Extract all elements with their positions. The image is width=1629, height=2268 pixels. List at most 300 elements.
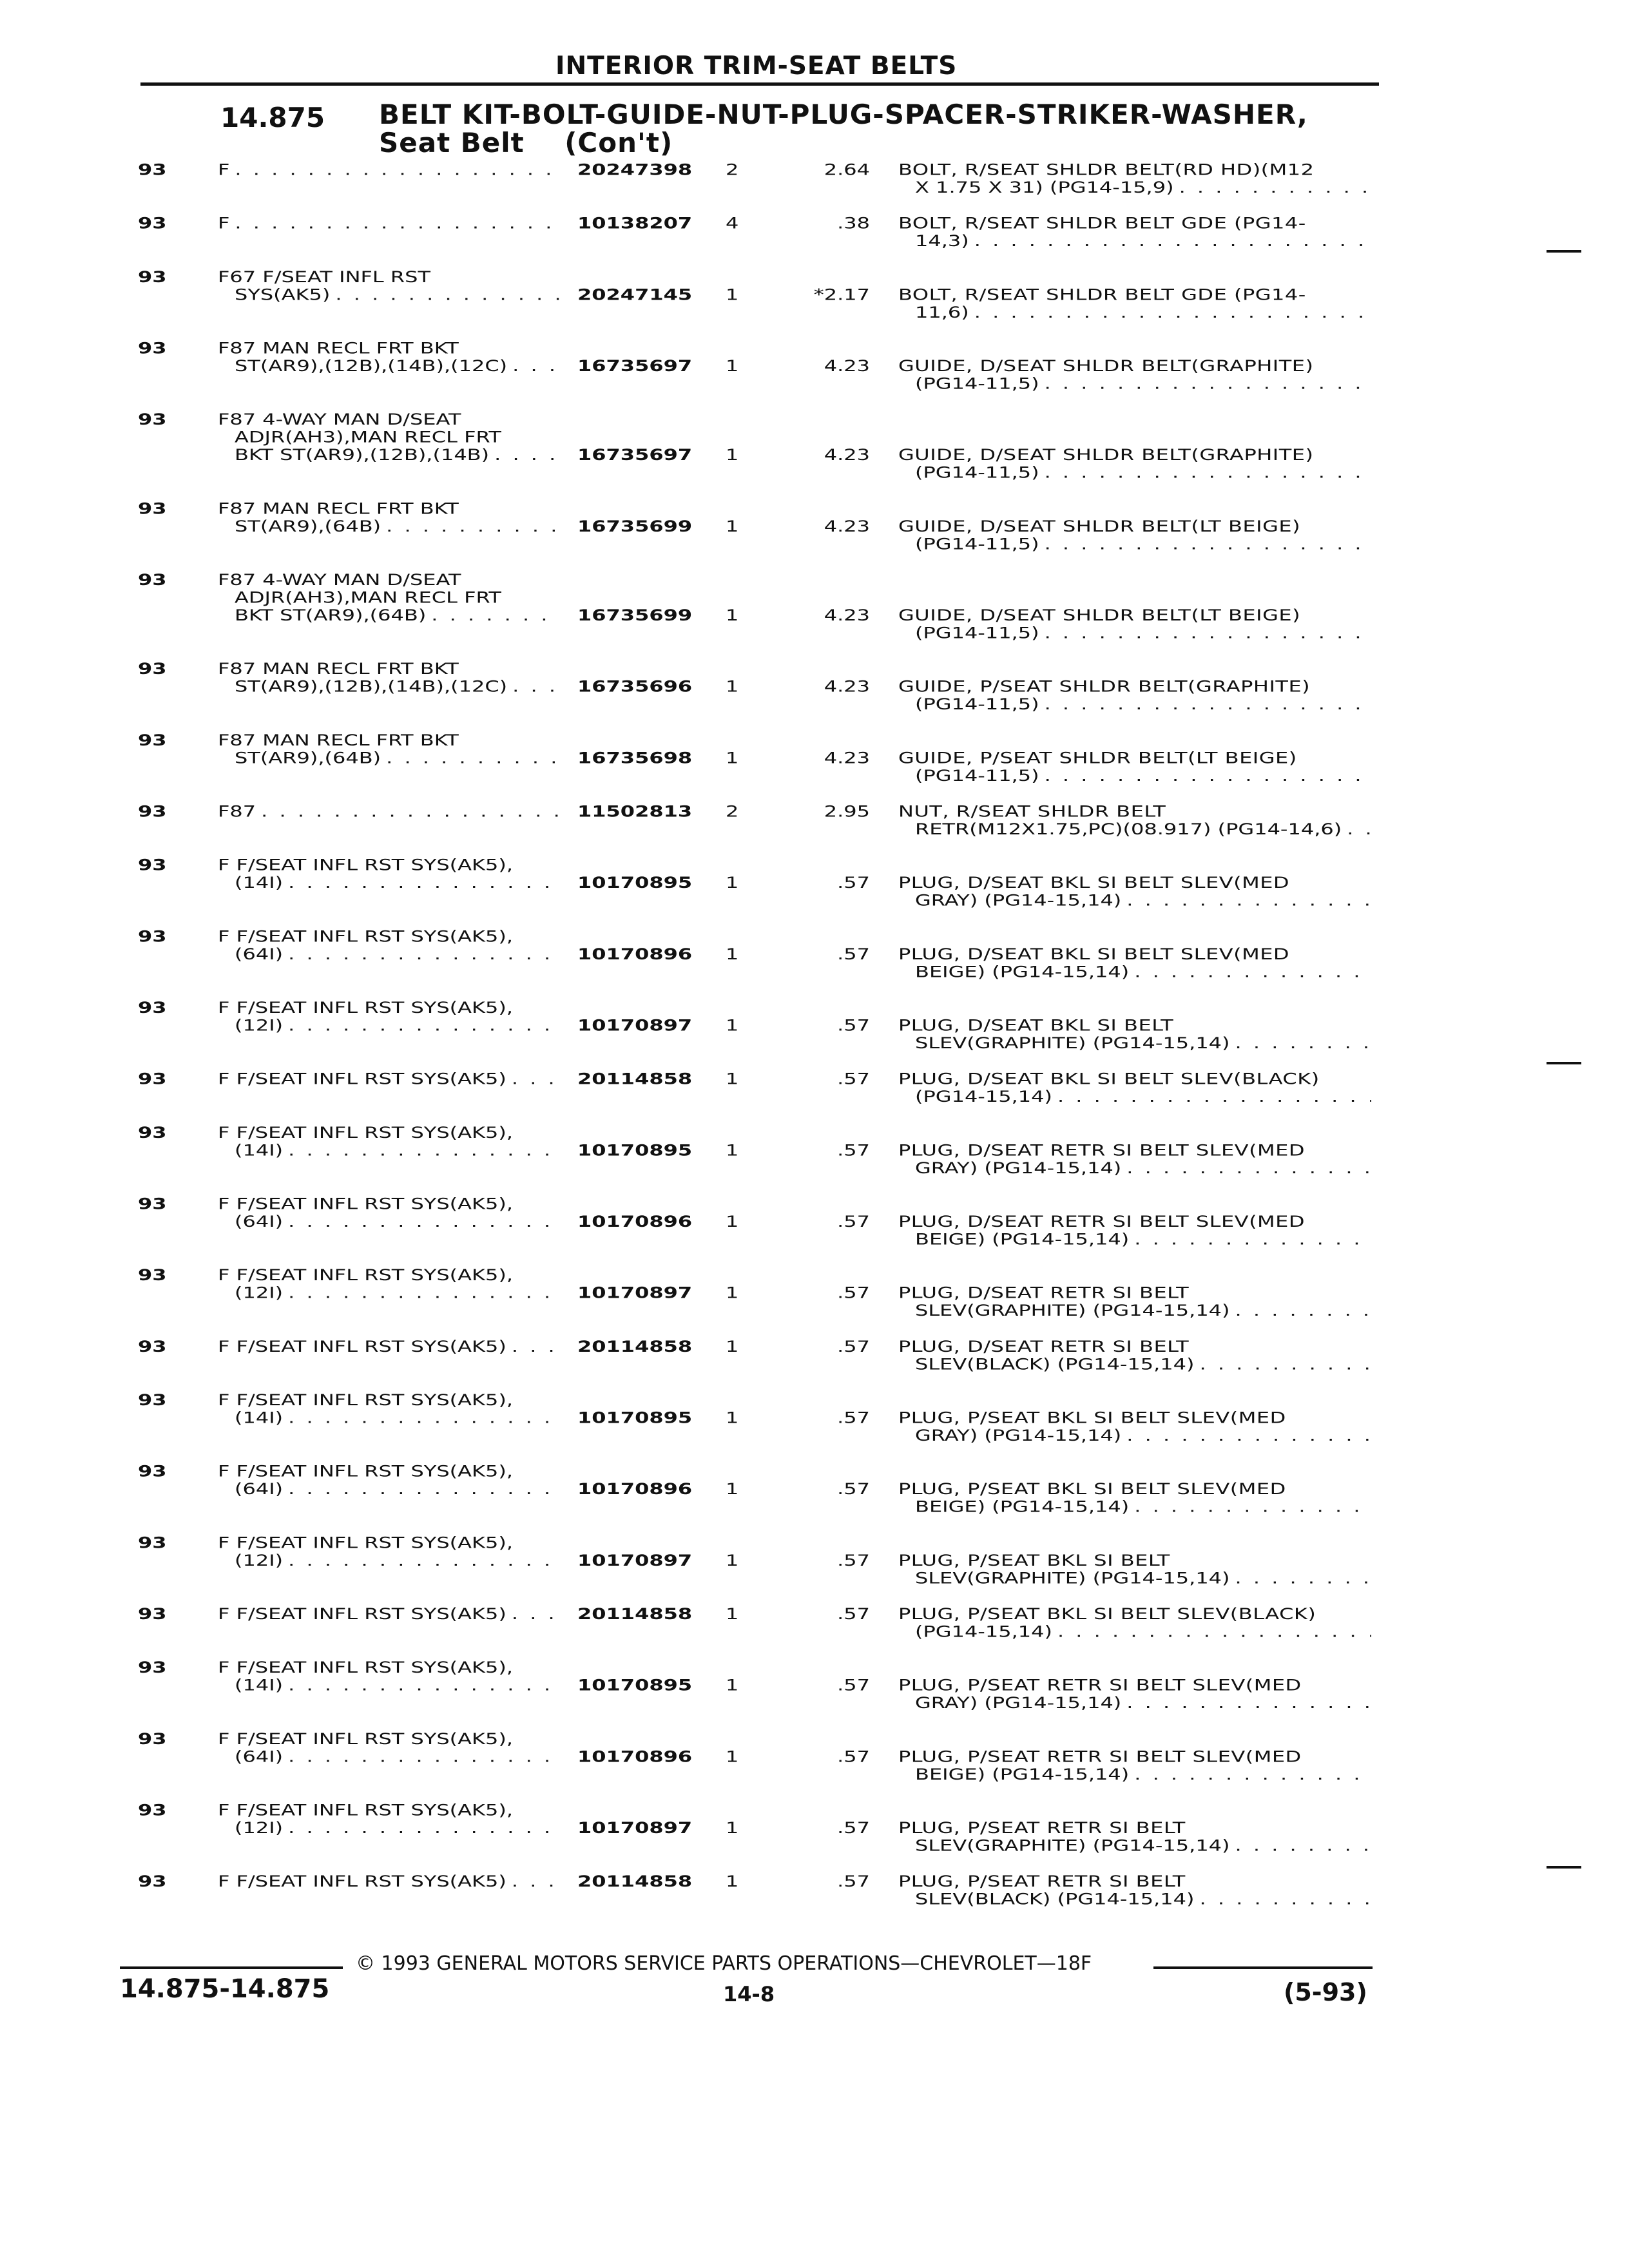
application-description bbox=[218, 1605, 566, 1622]
description-line: F87 MAN RECL FRT BKT bbox=[218, 499, 459, 518]
price: .57 bbox=[837, 1551, 870, 1570]
dot-leader bbox=[235, 161, 561, 178]
part-name-line: PLUG, P/SEAT RETR SI BELT SLEV(MED bbox=[898, 1676, 1302, 1695]
model-year: 93 bbox=[138, 927, 167, 946]
application-description bbox=[218, 856, 566, 892]
table-row bbox=[0, 1659, 1629, 1712]
application-description bbox=[218, 1873, 566, 1890]
dot-leader bbox=[288, 874, 561, 892]
table-row bbox=[0, 731, 1629, 784]
quantity: 1 bbox=[726, 677, 739, 696]
quantity: 1 bbox=[726, 356, 739, 375]
part-name-line: RETR(M12X1.75,PC)(08.917) (PG14-14,6) bbox=[915, 820, 1342, 838]
application-description bbox=[218, 1070, 566, 1088]
model-year: 93 bbox=[138, 1390, 167, 1409]
part-name-line: PLUG, P/SEAT RETR SI BELT bbox=[898, 1818, 1186, 1837]
application-description bbox=[218, 660, 566, 696]
part-name bbox=[898, 1677, 1376, 1712]
price: 4.23 bbox=[824, 445, 870, 465]
dot-leader bbox=[1200, 1890, 1372, 1908]
dot-leader bbox=[512, 1338, 561, 1355]
part-name bbox=[898, 358, 1376, 393]
part-name bbox=[898, 749, 1376, 785]
description-line: F F/SEAT INFL RST SYS(AK5), bbox=[218, 856, 514, 874]
part-name-line: GUIDE, D/SEAT SHLDR BELT(LT BEIGE) bbox=[898, 517, 1301, 535]
price: .57 bbox=[837, 1283, 870, 1302]
part-name bbox=[898, 678, 1376, 713]
margin-mark bbox=[1547, 1062, 1581, 1064]
dot-leader bbox=[1134, 1231, 1371, 1248]
part-number: 10170897 bbox=[577, 1016, 693, 1035]
part-number: 16735699 bbox=[577, 606, 693, 624]
application-description bbox=[218, 731, 566, 767]
description-line: F F/SEAT INFL RST SYS(AK5), bbox=[218, 998, 514, 1017]
table-row bbox=[0, 660, 1629, 713]
application-description bbox=[218, 1267, 566, 1302]
description-line: F87 MAN RECL FRT BKT bbox=[218, 731, 459, 749]
footer-revision-date: (5-93) bbox=[1284, 1978, 1367, 2006]
model-year: 93 bbox=[138, 659, 167, 678]
dot-leader bbox=[512, 678, 561, 695]
model-year: 93 bbox=[138, 1801, 167, 1820]
dot-leader bbox=[974, 303, 1371, 321]
description-line: (14I) bbox=[235, 1676, 284, 1695]
description-line: ST(AR9),(64B) bbox=[235, 517, 381, 535]
application-description bbox=[218, 500, 566, 535]
part-name bbox=[898, 215, 1376, 250]
description-line: (64I) bbox=[235, 945, 284, 963]
description-line: (12I) bbox=[235, 1551, 284, 1570]
quantity: 1 bbox=[726, 1212, 739, 1231]
description-line: F F/SEAT INFL RST SYS(AK5) bbox=[218, 1070, 506, 1088]
dot-leader bbox=[261, 803, 561, 820]
dot-leader bbox=[494, 447, 561, 464]
section-title-line-1: BELT KIT-BOLT-GUIDE-NUT-PLUG-SPACER-STRIKER-WASHER, bbox=[379, 99, 1308, 130]
quantity: 1 bbox=[726, 1070, 739, 1088]
part-name-line: GUIDE, P/SEAT SHLDR BELT(LT BEIGE) bbox=[898, 749, 1297, 767]
dot-leader bbox=[1134, 1498, 1371, 1515]
section-number: 14.875 bbox=[220, 102, 325, 133]
dot-leader bbox=[1057, 1088, 1371, 1106]
part-name-line: NUT, R/SEAT SHLDR BELT bbox=[898, 802, 1166, 821]
dot-leader bbox=[288, 1284, 561, 1302]
part-name bbox=[898, 161, 1376, 197]
part-name-line: (PG14-15,14) bbox=[915, 1622, 1052, 1641]
model-year: 93 bbox=[138, 802, 167, 821]
part-number: 10170897 bbox=[577, 1818, 693, 1837]
price: .57 bbox=[837, 1479, 870, 1499]
quantity: 1 bbox=[726, 1872, 739, 1891]
quantity: 1 bbox=[726, 1408, 739, 1427]
application-description bbox=[218, 803, 566, 820]
table-row bbox=[0, 1338, 1629, 1373]
model-year: 93 bbox=[138, 1070, 167, 1088]
part-number: 16735696 bbox=[577, 677, 693, 696]
price: .57 bbox=[837, 1212, 870, 1231]
model-year: 93 bbox=[138, 998, 167, 1017]
description-line: F F/SEAT INFL RST SYS(AK5), bbox=[218, 1533, 514, 1552]
quantity: 1 bbox=[726, 285, 739, 304]
dot-leader bbox=[288, 1017, 561, 1034]
part-name-line: BOLT, R/SEAT SHLDR BELT(RD HD)(M12 bbox=[898, 160, 1315, 179]
table-row bbox=[0, 1605, 1629, 1640]
model-year: 93 bbox=[138, 160, 167, 179]
description-line: F bbox=[218, 160, 230, 179]
part-name bbox=[898, 874, 1376, 910]
application-description bbox=[218, 571, 566, 624]
model-year: 93 bbox=[138, 570, 167, 589]
description-line: F87 4-WAY MAN D/SEAT bbox=[218, 410, 461, 429]
description-line: F F/SEAT INFL RST SYS(AK5), bbox=[218, 1195, 514, 1213]
part-name-line: SLEV(BLACK) (PG14-15,14) bbox=[915, 1890, 1195, 1908]
part-name-line: GRAY) (PG14-15,14) bbox=[915, 1158, 1122, 1177]
table-row bbox=[0, 268, 1629, 321]
price: *2.17 bbox=[813, 285, 870, 304]
description-line: (14I) bbox=[235, 1408, 284, 1427]
part-name-line: SLEV(GRAPHITE) (PG14-15,14) bbox=[915, 1836, 1230, 1855]
dot-leader bbox=[1045, 375, 1371, 392]
table-row bbox=[0, 340, 1629, 392]
part-name-line: PLUG, D/SEAT BKL SI BELT SLEV(MED bbox=[898, 873, 1290, 892]
table-row bbox=[0, 803, 1629, 838]
part-name-line: X 1.75 X 31) (PG14-15,9) bbox=[915, 178, 1174, 197]
part-name-line: (PG14-11,5) bbox=[915, 463, 1039, 482]
description-line: F F/SEAT INFL RST SYS(AK5), bbox=[218, 1390, 514, 1409]
footer-section-range: 14.875-14.875 bbox=[120, 1974, 330, 2004]
dot-leader bbox=[1045, 464, 1371, 481]
part-name bbox=[898, 1552, 1376, 1587]
description-line: SYS(AK5) bbox=[235, 285, 331, 304]
dot-leader bbox=[1179, 178, 1371, 196]
description-line: F87 4-WAY MAN D/SEAT bbox=[218, 570, 461, 589]
part-name-line: (PG14-11,5) bbox=[915, 624, 1039, 642]
quantity: 1 bbox=[726, 749, 739, 767]
part-name bbox=[898, 1873, 1376, 1908]
table-row bbox=[0, 161, 1629, 197]
dot-leader bbox=[1134, 963, 1371, 981]
part-number: 10170896 bbox=[577, 945, 693, 963]
quantity: 1 bbox=[726, 1818, 739, 1837]
dot-leader bbox=[1057, 1623, 1371, 1640]
dot-leader bbox=[288, 1677, 561, 1694]
quantity: 1 bbox=[726, 445, 739, 465]
part-name-line: SLEV(GRAPHITE) (PG14-15,14) bbox=[915, 1301, 1230, 1320]
part-number: 16735698 bbox=[577, 749, 693, 767]
table-row bbox=[0, 1730, 1629, 1783]
description-line: F F/SEAT INFL RST SYS(AK5), bbox=[218, 1729, 514, 1748]
table-row bbox=[0, 411, 1629, 482]
part-number: 16735697 bbox=[577, 356, 693, 375]
part-name-line: PLUG, D/SEAT BKL SI BELT bbox=[898, 1016, 1174, 1035]
table-row bbox=[0, 1070, 1629, 1106]
dot-leader bbox=[335, 286, 561, 303]
part-name bbox=[898, 286, 1376, 322]
part-name-line: PLUG, D/SEAT BKL SI BELT SLEV(MED bbox=[898, 945, 1290, 963]
price: 4.23 bbox=[824, 606, 870, 624]
description-line: F F/SEAT INFL RST SYS(AK5), bbox=[218, 1462, 514, 1481]
application-description bbox=[218, 161, 566, 178]
part-name-line: PLUG, P/SEAT BKL SI BELT SLEV(BLACK) bbox=[898, 1604, 1316, 1623]
part-name-line: GUIDE, D/SEAT SHLDR BELT(GRAPHITE) bbox=[898, 445, 1314, 465]
table-row bbox=[0, 1802, 1629, 1854]
page-header-title: INTERIOR TRIM-SEAT BELTS bbox=[555, 52, 958, 81]
part-name bbox=[898, 945, 1376, 981]
margin-mark bbox=[1547, 250, 1581, 253]
price: 2.64 bbox=[824, 160, 870, 179]
dot-leader bbox=[1235, 1570, 1371, 1587]
part-number: 20114858 bbox=[577, 1604, 693, 1623]
application-description bbox=[218, 1802, 566, 1837]
quantity: 1 bbox=[726, 945, 739, 963]
part-number: 10170897 bbox=[577, 1283, 693, 1302]
part-number: 20114858 bbox=[577, 1337, 693, 1356]
application-description bbox=[218, 1730, 566, 1765]
dot-leader bbox=[1200, 1356, 1372, 1373]
application-description bbox=[218, 1463, 566, 1498]
dot-leader bbox=[512, 1070, 561, 1088]
price: .57 bbox=[837, 1408, 870, 1427]
part-name bbox=[898, 1481, 1376, 1516]
table-row bbox=[0, 1124, 1629, 1177]
table-row bbox=[0, 1463, 1629, 1515]
part-name-line: (PG14-15,14) bbox=[915, 1087, 1052, 1106]
description-line: F F/SEAT INFL RST SYS(AK5), bbox=[218, 1265, 514, 1285]
part-number: 20247145 bbox=[577, 285, 693, 304]
price: .57 bbox=[837, 873, 870, 892]
footer-page-number: 14-8 bbox=[723, 1982, 775, 2006]
model-year: 93 bbox=[138, 1123, 167, 1142]
model-year: 93 bbox=[138, 410, 167, 429]
dot-leader bbox=[288, 1213, 561, 1230]
part-name-line: PLUG, D/SEAT BKL SI BELT SLEV(BLACK) bbox=[898, 1070, 1320, 1088]
part-name-line: GRAY) (PG14-15,14) bbox=[915, 1693, 1122, 1713]
part-name-line: PLUG, P/SEAT BKL SI BELT bbox=[898, 1551, 1170, 1570]
description-line: F F/SEAT INFL RST SYS(AK5) bbox=[218, 1604, 506, 1623]
description-line: (14I) bbox=[235, 1141, 284, 1160]
part-number: 10170896 bbox=[577, 1747, 693, 1766]
model-year: 93 bbox=[138, 339, 167, 358]
part-name-line: PLUG, P/SEAT BKL SI BELT SLEV(MED bbox=[898, 1408, 1286, 1427]
quantity: 2 bbox=[726, 802, 739, 821]
part-name-line: BEIGE) (PG14-15,14) bbox=[915, 1497, 1130, 1516]
part-name-line: PLUG, D/SEAT RETR SI BELT bbox=[898, 1283, 1190, 1302]
model-year: 93 bbox=[138, 1195, 167, 1213]
description-line: ST(AR9),(64B) bbox=[235, 749, 381, 767]
model-year: 93 bbox=[138, 499, 167, 518]
price: .57 bbox=[837, 1676, 870, 1695]
dot-leader bbox=[386, 749, 561, 767]
quantity: 1 bbox=[726, 606, 739, 624]
price: .57 bbox=[837, 1141, 870, 1160]
quantity: 4 bbox=[726, 214, 739, 233]
part-name bbox=[898, 1017, 1376, 1052]
dot-leader bbox=[1235, 1034, 1371, 1052]
model-year: 93 bbox=[138, 1872, 167, 1891]
dot-leader bbox=[1235, 1302, 1371, 1320]
application-description bbox=[218, 1391, 566, 1427]
part-name-line: GRAY) (PG14-15,14) bbox=[915, 1426, 1122, 1445]
part-number: 16735697 bbox=[577, 445, 693, 465]
quantity: 1 bbox=[726, 1479, 739, 1499]
description-line: (64I) bbox=[235, 1212, 284, 1231]
price: .57 bbox=[837, 1070, 870, 1088]
part-name-line: (PG14-11,5) bbox=[915, 695, 1039, 714]
dot-leader bbox=[235, 215, 561, 232]
description-line: (64I) bbox=[235, 1747, 284, 1766]
model-year: 93 bbox=[138, 1337, 167, 1356]
model-year: 93 bbox=[138, 731, 167, 749]
dot-leader bbox=[1134, 1765, 1371, 1783]
description-line: F87 MAN RECL FRT BKT bbox=[218, 659, 459, 678]
part-name-line: BEIGE) (PG14-15,14) bbox=[915, 1230, 1130, 1249]
part-number: 16735699 bbox=[577, 517, 693, 535]
margin-mark bbox=[1547, 1866, 1581, 1869]
part-name-line: PLUG, P/SEAT RETR SI BELT bbox=[898, 1872, 1186, 1891]
dot-leader bbox=[1045, 767, 1371, 784]
part-number: 10170895 bbox=[577, 1408, 693, 1427]
description-line: (64I) bbox=[235, 1479, 284, 1499]
part-name-line: BEIGE) (PG14-15,14) bbox=[915, 963, 1130, 981]
quantity: 1 bbox=[726, 1141, 739, 1160]
part-number: 10170896 bbox=[577, 1479, 693, 1499]
table-row bbox=[0, 500, 1629, 553]
description-line: (12I) bbox=[235, 1016, 284, 1035]
part-name bbox=[898, 1748, 1376, 1783]
description-line: ADJR(AH3),MAN RECL FRT bbox=[235, 588, 501, 607]
part-name-line: GRAY) (PG14-15,14) bbox=[915, 891, 1122, 910]
model-year: 93 bbox=[138, 1462, 167, 1481]
model-year: 93 bbox=[138, 1533, 167, 1552]
table-row bbox=[0, 1391, 1629, 1444]
dot-leader bbox=[1045, 624, 1371, 642]
footer-copyright: © 1993 GENERAL MOTORS SERVICE PARTS OPERATIONS—CHEVROLET—18F bbox=[356, 1952, 1092, 1975]
description-line: BKT ST(AR9),(64B) bbox=[235, 606, 427, 624]
dot-leader bbox=[1126, 1695, 1371, 1712]
part-name-line: GUIDE, D/SEAT SHLDR BELT(LT BEIGE) bbox=[898, 606, 1301, 624]
model-year: 93 bbox=[138, 1604, 167, 1623]
application-description bbox=[218, 1124, 566, 1159]
application-description bbox=[218, 268, 566, 303]
description-line: ST(AR9),(12B),(14B),(12C) bbox=[235, 356, 508, 375]
table-row bbox=[0, 1534, 1629, 1587]
application-description bbox=[218, 1338, 566, 1355]
part-name bbox=[898, 517, 1376, 553]
dot-leader bbox=[1045, 696, 1371, 713]
price: .57 bbox=[837, 1872, 870, 1891]
application-description bbox=[218, 999, 566, 1034]
part-name-line: GUIDE, D/SEAT SHLDR BELT(GRAPHITE) bbox=[898, 356, 1314, 375]
description-line: (14I) bbox=[235, 873, 284, 892]
dot-leader bbox=[1235, 1837, 1371, 1854]
price: .57 bbox=[837, 1818, 870, 1837]
quantity: 1 bbox=[726, 1676, 739, 1695]
part-name-line: PLUG, D/SEAT RETR SI BELT SLEV(MED bbox=[898, 1141, 1306, 1160]
part-name bbox=[898, 1284, 1376, 1320]
description-line: ADJR(AH3),MAN RECL FRT bbox=[235, 428, 501, 447]
dot-leader bbox=[512, 1605, 561, 1622]
quantity: 1 bbox=[726, 1747, 739, 1766]
part-number: 10170895 bbox=[577, 1141, 693, 1160]
description-line: (12I) bbox=[235, 1283, 284, 1302]
application-description bbox=[218, 340, 566, 375]
part-name-line: (PG14-11,5) bbox=[915, 766, 1039, 785]
part-number: 10170895 bbox=[577, 1676, 693, 1695]
table-row bbox=[0, 215, 1629, 250]
dot-leader bbox=[288, 1481, 561, 1498]
part-name-line: PLUG, P/SEAT RETR SI BELT SLEV(MED bbox=[898, 1747, 1302, 1766]
table-row bbox=[0, 1267, 1629, 1320]
description-line: F F/SEAT INFL RST SYS(AK5), bbox=[218, 1123, 514, 1142]
table-row bbox=[0, 1873, 1629, 1908]
model-year: 93 bbox=[138, 267, 167, 286]
part-name-line: BOLT, R/SEAT SHLDR BELT GDE (PG14- bbox=[898, 214, 1306, 233]
part-name-line: SLEV(GRAPHITE) (PG14-15,14) bbox=[915, 1033, 1230, 1052]
part-name-line: 14,3) bbox=[915, 231, 969, 251]
description-line: F bbox=[218, 214, 230, 233]
part-name-line: GUIDE, P/SEAT SHLDR BELT(GRAPHITE) bbox=[898, 677, 1311, 696]
part-name-line: PLUG, D/SEAT RETR SI BELT bbox=[898, 1337, 1190, 1356]
part-name-line: (PG14-11,5) bbox=[915, 535, 1039, 553]
price: .38 bbox=[837, 214, 870, 233]
part-number: 10138207 bbox=[577, 214, 693, 233]
dot-leader bbox=[288, 1142, 561, 1159]
quantity: 2 bbox=[726, 160, 739, 179]
part-name bbox=[898, 1605, 1376, 1640]
price: .57 bbox=[837, 1604, 870, 1623]
dot-leader bbox=[288, 945, 561, 963]
description-line: F87 bbox=[218, 802, 256, 821]
description-line: F87 MAN RECL FRT BKT bbox=[218, 339, 459, 358]
model-year: 93 bbox=[138, 1729, 167, 1748]
description-line: F F/SEAT INFL RST SYS(AK5), bbox=[218, 1658, 514, 1677]
part-number: 20114858 bbox=[577, 1872, 693, 1891]
part-name bbox=[898, 1070, 1376, 1106]
price: 2.95 bbox=[824, 802, 870, 821]
section-title-line-2: Seat Belt (Con't) bbox=[379, 127, 673, 159]
header-rule bbox=[140, 82, 1379, 86]
price: .57 bbox=[837, 1016, 870, 1035]
model-year: 93 bbox=[138, 214, 167, 233]
part-name bbox=[898, 1213, 1376, 1248]
part-name-line: BOLT, R/SEAT SHLDR BELT GDE (PG14- bbox=[898, 285, 1306, 304]
dot-leader bbox=[431, 606, 561, 624]
table-row bbox=[0, 571, 1629, 642]
price: .57 bbox=[837, 1747, 870, 1766]
model-year: 93 bbox=[138, 1265, 167, 1285]
dot-leader bbox=[1045, 535, 1371, 553]
dot-leader bbox=[386, 517, 561, 535]
part-name-line: 11,6) bbox=[915, 303, 969, 322]
application-description bbox=[218, 1534, 566, 1570]
part-number: 10170895 bbox=[577, 873, 693, 892]
dot-leader bbox=[1126, 1427, 1371, 1444]
part-name bbox=[898, 1338, 1376, 1373]
quantity: 1 bbox=[726, 1551, 739, 1570]
application-description bbox=[218, 1195, 566, 1231]
part-name bbox=[898, 1819, 1376, 1854]
application-description bbox=[218, 928, 566, 963]
dot-leader bbox=[974, 233, 1371, 250]
part-name bbox=[898, 1142, 1376, 1177]
part-number: 11502813 bbox=[577, 802, 693, 821]
dot-leader bbox=[1126, 892, 1371, 909]
part-name bbox=[898, 803, 1376, 838]
part-name-line: BEIGE) (PG14-15,14) bbox=[915, 1765, 1130, 1783]
description-line: F F/SEAT INFL RST SYS(AK5), bbox=[218, 1801, 514, 1820]
quantity: 1 bbox=[726, 517, 739, 535]
price: 4.23 bbox=[824, 677, 870, 696]
footer-rule-left bbox=[120, 1966, 343, 1969]
